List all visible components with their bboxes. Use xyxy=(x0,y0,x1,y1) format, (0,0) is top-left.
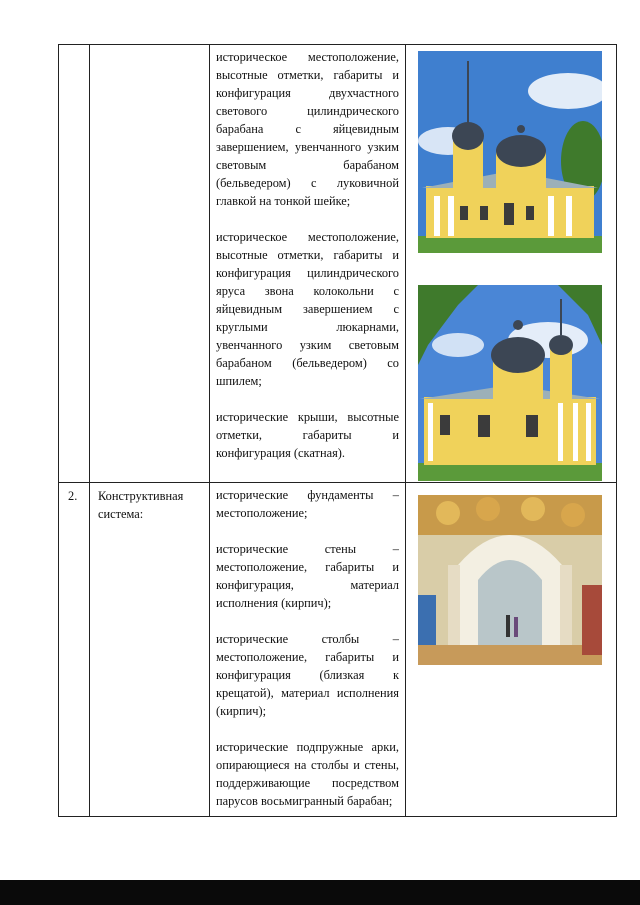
table-row xyxy=(59,45,617,483)
paragraph: исторические подпружные арки, опирающиеся на столбы и стены, поддерживающие посредством парусов восьмигранный барабан; xyxy=(216,740,399,808)
paragraph: историческое местоположение, высотные отметки, габариты и конфигурация цилиндрического яруса звона колокольни с яйцевидным завершением с круглыми люкарнами, увенчанного узким световым барабаном (бельведером) со шпилем; xyxy=(216,230,399,388)
protected-elements-table xyxy=(58,44,617,817)
row-text xyxy=(210,45,405,462)
row-number: 2. xyxy=(68,489,78,503)
paragraph: исторические фундаменты – местоположение; xyxy=(216,488,399,520)
row-name xyxy=(90,45,209,49)
row-text-cell xyxy=(210,45,406,483)
row-name-cell xyxy=(90,483,210,817)
row-text xyxy=(210,483,405,810)
row-text-cell xyxy=(210,483,406,817)
paragraph: историческое местоположение, высотные отметки, габариты и конфигурация двухчастного светового цилиндрического барабана с яйцевидным завершением, увенчанного узким световым барабаном (бельведером) с луковичной главкой на тонкой шейке; xyxy=(216,50,399,208)
row-number-cell xyxy=(59,45,90,483)
row-number xyxy=(59,45,89,49)
paragraph: исторические столбы – местоположение, габариты и конфигурация (близкая к крещатой), материал исполнения (кирпич); xyxy=(216,632,399,718)
church-exterior-photo-2 xyxy=(418,285,602,481)
row-number-cell xyxy=(59,483,90,817)
row-name: Конструктивная система: xyxy=(98,489,184,521)
church-exterior-photo xyxy=(418,51,602,253)
church-interior-photo xyxy=(418,495,602,665)
paragraph: исторические крыши, высотные отметки, габариты и конфигурация (скатная). xyxy=(216,410,399,460)
row-image-cell xyxy=(406,45,617,483)
table-row xyxy=(59,483,617,817)
row-image-cell xyxy=(406,483,617,817)
paragraph: исторические стены – местоположение, габариты и конфигурация, материал исполнения (кирпич); xyxy=(216,542,399,610)
scan-bottom-edge xyxy=(0,880,640,905)
row-name-cell xyxy=(90,45,210,483)
